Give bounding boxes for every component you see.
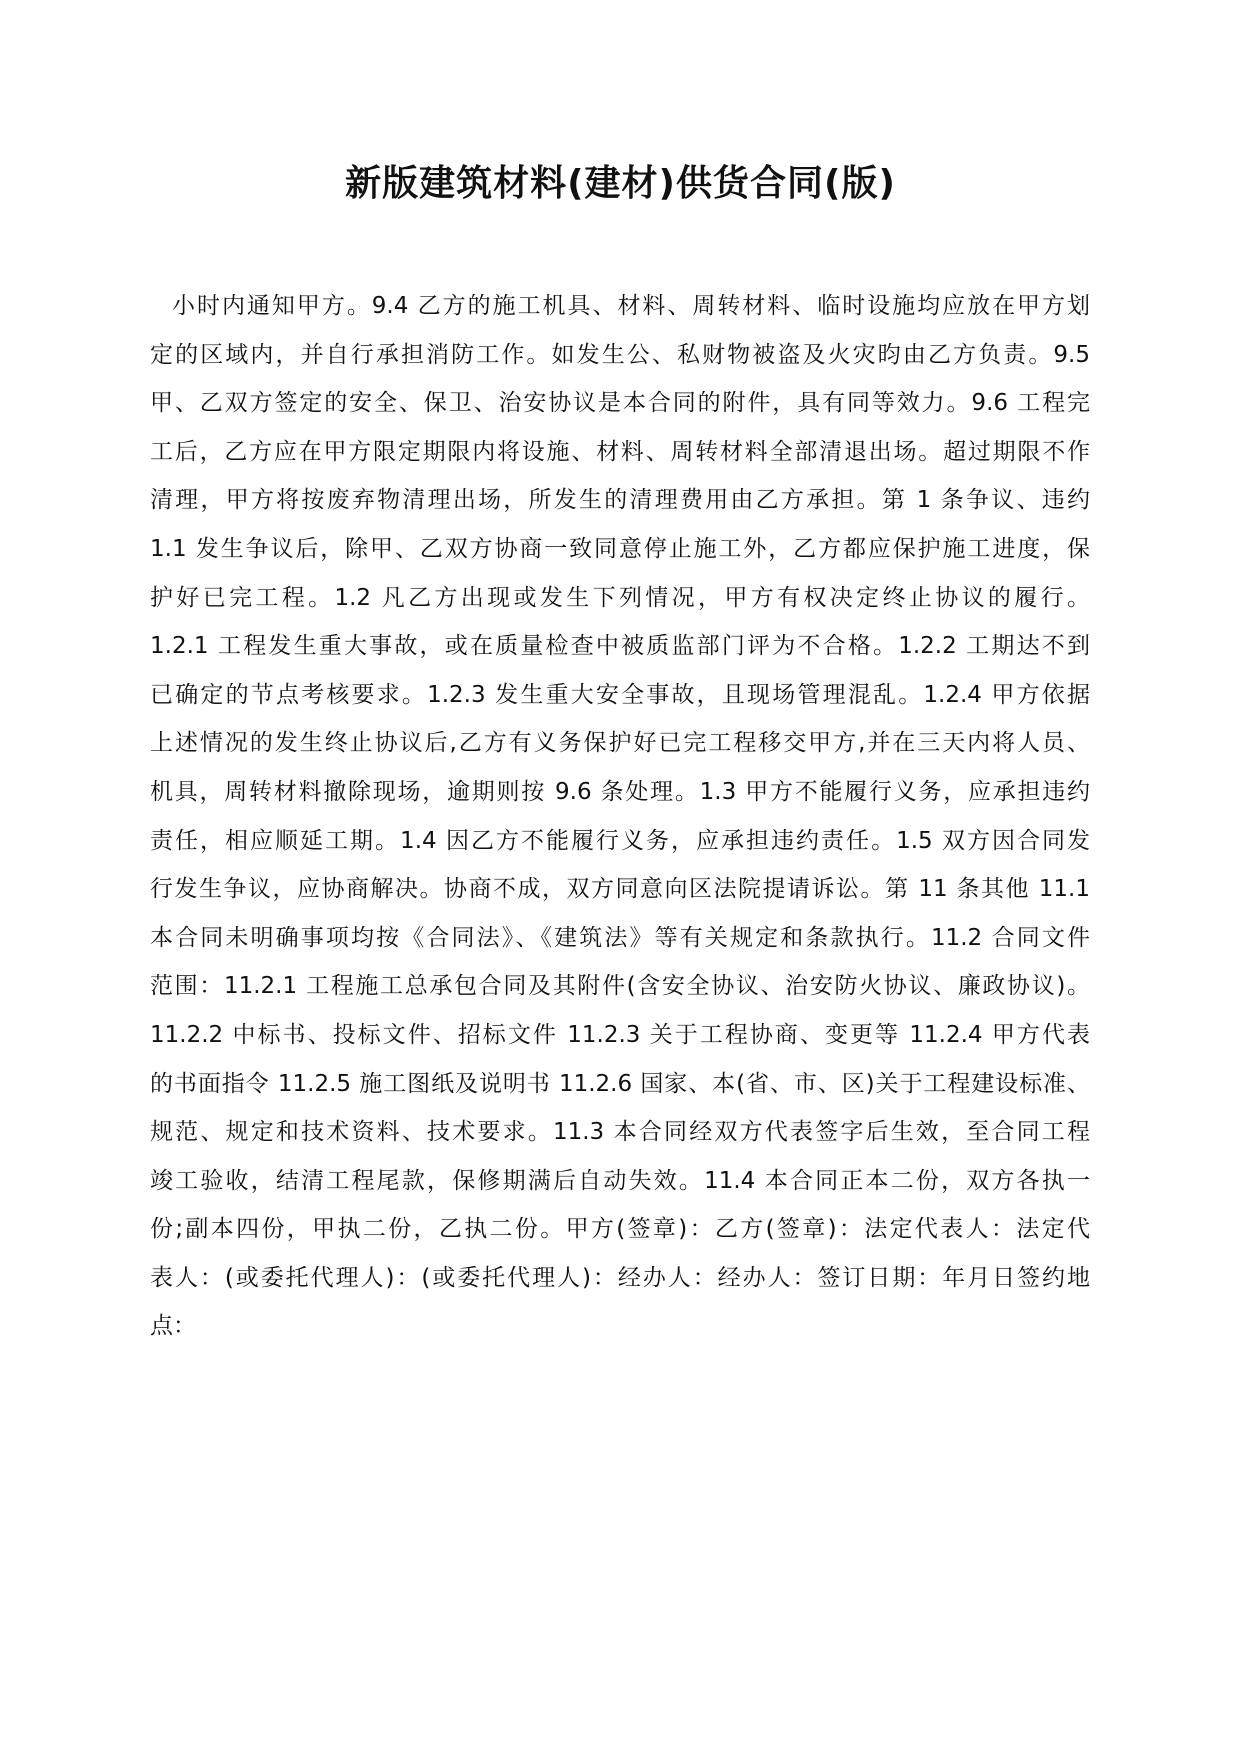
paragraph-line: 规范、规定和技术资料、技术要求。11.3 本合同经双方代表签字后生效，至合同工程 [150, 1119, 1090, 1146]
paragraph-line: 工后，乙方应在甲方限定期限内将设施、材料、周转材料全部清退出场。超过期限不作 [150, 438, 1090, 465]
document-body [150, 282, 1090, 1351]
paragraph-line: 定的区域内，并自行承担消防工作。如发生公、私财物被盗及火灾昀由乙方负责。9.5 [150, 341, 1090, 368]
paragraph-line: 已确定的节点考核要求。1.2.3 发生重大安全事故，且现场管理混乱。1.2.4 甲方依据 [150, 681, 1090, 708]
paragraph-line: 1.1 发生争议后，除甲、乙双方协商一致同意停止施工外，乙方都应保护施工进度，保 [150, 535, 1090, 562]
paragraph-line: 责任，相应顺延工期。1.4 因乙方不能履行义务，应承担违约责任。1.5 双方因合同发 [150, 827, 1090, 854]
paragraph-line: 点： [150, 1313, 196, 1340]
paragraph-line: 本合同未明确事项均按《合同法》、《建筑法》等有关规定和条款执行。11.2 合同文件 [150, 924, 1090, 951]
document-title: 新版建筑材料(建材)供货合同(版) [345, 163, 896, 204]
paragraph-line: 机具，周转材料撤除现场，逾期则按 9.6 条处理。1.3 甲方不能履行义务，应承担违约 [150, 778, 1090, 805]
paragraph-line: 范围：11.2.1 工程施工总承包合同及其附件(含安全协议、治安防火协议、廉政协议)。 [150, 973, 1090, 1000]
paragraph-line: 上述情况的发生终止协议后,乙方有义务保护好已完工程移交甲方,并在三天内将人员、 [150, 730, 1090, 757]
paragraph-line: 1.2.1 工程发生重大事故，或在质量检查中被质监部门评为不合格。1.2.2 工期达不到 [150, 633, 1090, 660]
paragraph-line: 的书面指令 11.2.5 施工图纸及说明书 11.2.6 国家、本(省、市、区)关于工程建设标准、 [150, 1070, 1090, 1097]
paragraph-line: 小时内通知甲方。9.4 乙方的施工机具、材料、周转材料、临时设施均应放在甲方划 [172, 293, 1090, 319]
paragraph-line: 份;副本四份，甲执二份，乙执二份。甲方(签章)：乙方(签章)：法定代表人：法定代 [150, 1216, 1090, 1243]
paragraph-line: 甲、乙双方签定的安全、保卫、治安协议是本合同的附件，具有同等效力。9.6 工程完 [150, 390, 1090, 417]
paragraph-line: 行发生争议，应协商解决。协商不成，双方同意向区法院提请诉讼。第 11 条其他 11.1 [150, 876, 1090, 903]
paragraph-line: 竣工验收，结清工程尾款，保修期满后自动失效。11.4 本合同正本二份，双方各执一 [150, 1167, 1090, 1194]
paragraph-line: 表人：(或委托代理人)：(或委托代理人)：经办人：经办人：签订日期：年月日签约地 [150, 1264, 1090, 1291]
paragraph-line: 11.2.2 中标书、投标文件、招标文件 11.2.3 关于工程协商、变更等 11.2.4 甲方代表 [150, 1021, 1090, 1048]
paragraph-line: 护好已完工程。1.2 凡乙方出现或发生下列情况，甲方有权决定终止协议的履行。 [150, 584, 1090, 611]
paragraph-line: 清理，甲方将按废弃物清理出场，所发生的清理费用由乙方承担。第 1 条争议、违约 [150, 487, 1090, 514]
